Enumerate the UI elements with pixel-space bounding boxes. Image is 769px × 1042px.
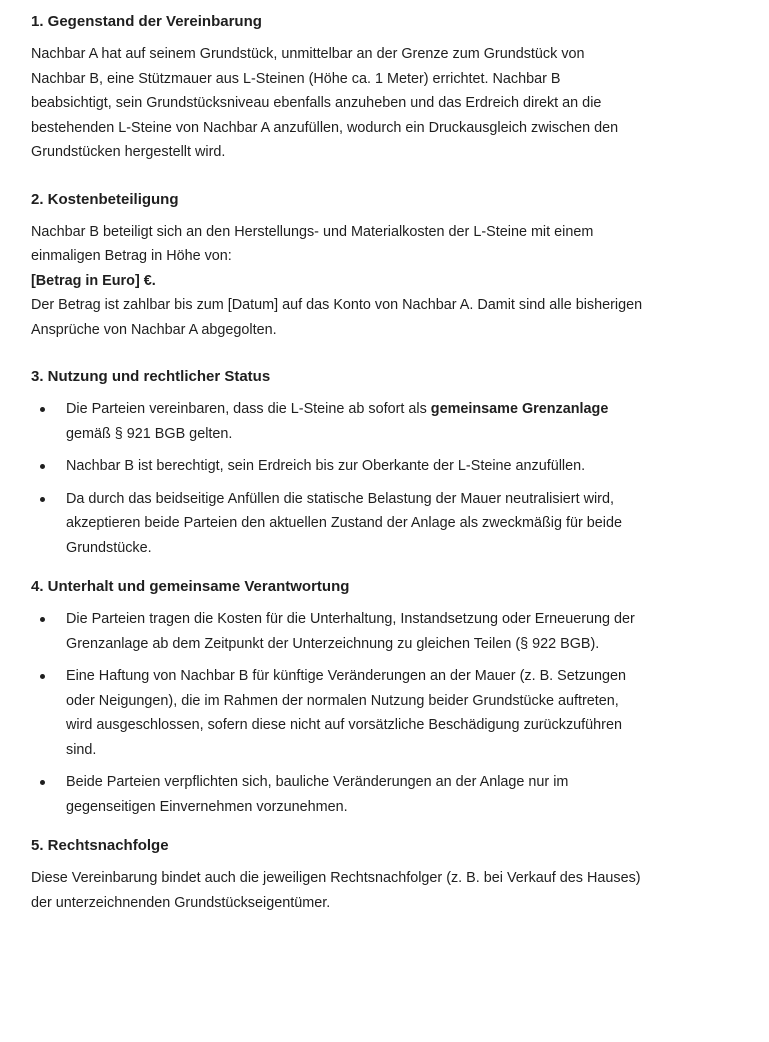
list-item: [31, 607, 743, 656]
list-item: [31, 454, 743, 479]
text-line: Eine Haftung von Nachbar B für künftige Veränderungen an der Mauer (z. B. Setzungen: [66, 668, 626, 684]
bullet-icon: [40, 780, 45, 785]
amount-placeholder: [Betrag in Euro] €.: [31, 272, 156, 289]
text-line: Nachbar B ist berechtigt, sein Erdreich bis zur Oberkante der L-Steine anzufüllen.: [66, 458, 586, 474]
text-line: gemäß § 921 BGB gelten.: [66, 425, 233, 442]
section-subject: [31, 8, 743, 165]
text-line: Grundstücke.: [66, 539, 152, 556]
text-line: wird ausgeschlossen, sofern diese nicht auf vorsätzliche Beschädigung zurückzuführen: [66, 717, 622, 733]
agreement-document: [31, 8, 743, 915]
section-title: 3. Nutzung und rechtlicher Status: [31, 368, 271, 385]
text-line: Der Betrag ist zahlbar bis zum [Datum] auf das Konto von Nachbar A. Damit sind alle bisherigen: [31, 297, 643, 313]
bullet-icon: [40, 464, 45, 469]
text-line: Grundstücken hergestellt wird.: [31, 144, 226, 160]
text-line: Diese Vereinbarung bindet auch die jeweiligen Rechtsnachfolger (z. B. bei Verkauf des Hauses): [31, 870, 641, 886]
bottom-fade-overlay: [0, 1002, 769, 1042]
section-title: 5. Rechtsnachfolge: [31, 837, 169, 854]
list-item: [31, 397, 743, 446]
text-line: Beide Parteien verpflichten sich, bauliche Veränderungen an der Anlage nur im: [66, 774, 569, 790]
text-line: Ansprüche von Nachbar A abgegolten.: [31, 321, 277, 338]
text-line: bestehenden L-Steine von Nachbar A anzufüllen, wodurch ein Druckausgleich zwischen den: [31, 119, 619, 136]
section-maintenance-responsibility: [31, 573, 743, 819]
section-paragraph: [31, 866, 743, 915]
text-line: gegenseitigen Einvernehmen vorzunehmen.: [66, 798, 348, 815]
text-line: der unterzeichnenden Grundstückseigentümer.: [31, 894, 331, 911]
section-cost-sharing: [31, 186, 743, 343]
text-line: oder Neigungen), die im Rahmen der normalen Nutzung beider Grundstücke auftreten,: [66, 692, 619, 709]
section-paragraph: [31, 42, 743, 165]
list-item: [31, 770, 743, 819]
bullet-list: [31, 607, 743, 819]
list-item: [31, 664, 743, 762]
section-title: 2. Kostenbeteiligung: [31, 190, 179, 208]
text-line: Nachbar B, eine Stützmauer aus L-Steinen (Höhe ca. 1 Meter) errichtet. Nachbar B: [31, 70, 561, 87]
bullet-icon: [40, 674, 45, 679]
section-title: 1. Gegenstand der Vereinbarung: [31, 13, 262, 30]
bullet-icon: [40, 407, 45, 412]
section-title: 4. Unterhalt und gemeinsame Verantwortung: [31, 578, 350, 595]
text-line: Nachbar A hat auf seinem Grundstück, unmittelbar an der Grenze zum Grundstück von: [31, 46, 585, 62]
text-line: Nachbar B beteiligt sich an den Herstellungs- und Materialkosten der L-Steine mit einem: [31, 223, 594, 240]
bullet-list: [31, 397, 743, 560]
text-line: beabsichtigt, sein Grundstücksniveau ebenfalls anzuheben und das Erdreich direkt an die: [31, 95, 602, 111]
text-fragment: Die Parteien vereinbaren, dass die L-Steine ab sofort als: [66, 401, 431, 417]
text-line: Die Parteien tragen die Kosten für die Unterhaltung, Instandsetzung oder Erneuerung der: [66, 611, 635, 627]
list-item: [31, 487, 743, 561]
section-legal-succession: [31, 832, 743, 915]
text-line: sind.: [66, 741, 97, 758]
text-line: Grenzanlage ab dem Zeitpunkt der Unterzeichnung zu gleichen Teilen (§ 922 BGB).: [66, 635, 600, 652]
bullet-icon: [40, 617, 45, 622]
section-usage-legal-status: [31, 363, 743, 560]
text-line: akzeptieren beide Parteien den aktuellen Zustand der Anlage als zweckmäßig für beide: [66, 515, 622, 531]
text-line: einmaligen Betrag in Höhe von:: [31, 248, 232, 264]
emphasis-text: gemeinsame Grenzanlage: [430, 401, 609, 417]
section-paragraph: [31, 220, 743, 343]
text-line: [66, 397, 743, 422]
text-line: Da durch das beidseitige Anfüllen die statische Belastung der Mauer neutralisiert wird,: [66, 490, 614, 507]
bullet-icon: [40, 497, 45, 502]
